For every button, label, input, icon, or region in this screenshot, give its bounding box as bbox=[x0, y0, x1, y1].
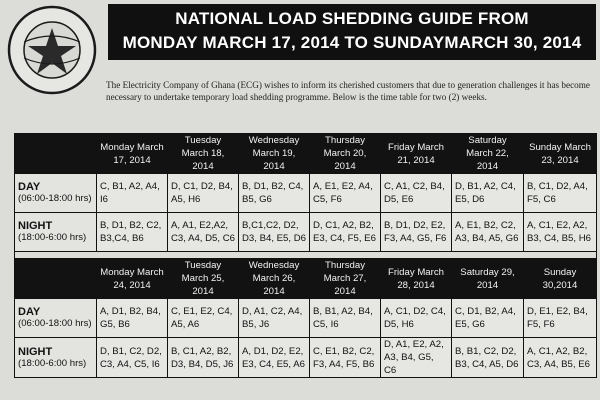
week2-night-row bbox=[15, 338, 597, 378]
schedule-cell: C, E1, B2, C2, F3, A4, F5, B6 bbox=[310, 338, 381, 378]
headline-line-1: NATIONAL LOAD SHEDDING GUIDE FROM bbox=[175, 9, 529, 28]
schedule-cell: B, D1, D2, E2, F3, A4, G5, F6 bbox=[381, 213, 452, 252]
schedule-cell: B, D1, B2, C2, B3,C4, B6 bbox=[97, 213, 168, 252]
day-label: DAY bbox=[18, 306, 41, 318]
week-separator bbox=[15, 252, 597, 259]
schedule-cell: D, C1, D2, B4, A5, H6 bbox=[168, 174, 239, 213]
week2-day-header: Friday March 28, 2014 bbox=[381, 259, 452, 299]
week2-day-header: Thursday March 27, 2014 bbox=[310, 259, 381, 299]
day-shift-label bbox=[15, 174, 97, 213]
schedule-cell: A, A1, E2,A2, C3, A4, D5, C6 bbox=[168, 213, 239, 252]
schedule-cell: D, B1, A2, C4, E5, D6 bbox=[452, 174, 524, 213]
schedule-cell: C, D1, B2, A4, E5, G6 bbox=[452, 299, 524, 338]
schedule-cell: A, C1, D2, C4, D5, H6 bbox=[381, 299, 452, 338]
schedule-cell: A, E1, B2, C2, A3, B4, A5, G6 bbox=[452, 213, 524, 252]
week1-day-header: Sunday March 23, 2014 bbox=[524, 134, 597, 174]
week2-day-header: Monday March 24, 2014 bbox=[97, 259, 168, 299]
week2-day-header: Saturday 29, 2014 bbox=[452, 259, 524, 299]
headline-banner bbox=[108, 4, 596, 60]
week2-day-row bbox=[15, 299, 597, 338]
schedule-cell: B, C1, A2, B2, D3, B4, D5, J6 bbox=[168, 338, 239, 378]
schedule-cell: B, B1, C2, D2, B3, C4, A5, D6 bbox=[452, 338, 524, 378]
week2-header-row bbox=[15, 259, 597, 299]
day-shift-label bbox=[15, 299, 97, 338]
schedule-cell: B, B1, A2, B4, C5, I6 bbox=[310, 299, 381, 338]
schedule-cell: D, A1, C2, A4, B5, J6 bbox=[239, 299, 310, 338]
schedule-cell: D, C1, A2, B2, E3, C4, F5, E6 bbox=[310, 213, 381, 252]
schedule-cell: A, E1, E2, A4, C5, F6 bbox=[310, 174, 381, 213]
schedule-cell: B, D1, B2, C4, B5, G6 bbox=[239, 174, 310, 213]
load-shedding-table bbox=[14, 133, 597, 378]
schedule-cell: D, B1, C2, D2, C3, A4, C5, I6 bbox=[97, 338, 168, 378]
week2-day-header: Wednesday March 26, 2014 bbox=[239, 259, 310, 299]
week1-day-header: Wednesday March 19, 2014 bbox=[239, 134, 310, 174]
night-shift-label bbox=[15, 213, 97, 252]
intro-paragraph: The Electricity Company of Ghana (ECG) wishes to inform its cherished customers that due to generation challenges it has become necessary to undertake temporary load shedding programme. Below is the time table for two (2) weeks. bbox=[106, 80, 590, 102]
week2-corner bbox=[15, 259, 97, 299]
week1-day-header: Monday March 17, 2014 bbox=[97, 134, 168, 174]
night-hours: (18:00-6:00 hrs) bbox=[18, 232, 87, 243]
week1-night-row bbox=[15, 213, 597, 252]
schedule-cell: D, E1, E2, B4, F5, F6 bbox=[524, 299, 597, 338]
schedule-cell: C, B1, A2, A4, I6 bbox=[97, 174, 168, 213]
schedule-cell: A, C1, E2, A2, B3, C4, B5, H6 bbox=[524, 213, 597, 252]
schedule-cell: C, A1, C2, B4, D5, E6 bbox=[381, 174, 452, 213]
night-label: NIGHT bbox=[18, 345, 53, 358]
week1-day-header: Saturday March 22, 2014 bbox=[452, 134, 524, 174]
schedule-cell: D, A1, E2, A2, A3, B4, G5, C6 bbox=[381, 338, 452, 378]
day-label: DAY bbox=[18, 181, 41, 193]
headline-line-2: MONDAY MARCH 17, 2014 TO SUNDAYMARCH 30, 2014 bbox=[122, 33, 582, 52]
ecg-logo bbox=[6, 2, 98, 98]
night-shift-label bbox=[15, 338, 97, 378]
week2-day-header: Sunday 30,2014 bbox=[524, 259, 597, 299]
week1-day-header: Thursday March 20, 2014 bbox=[310, 134, 381, 174]
week2-day-header: Tuesday March 25, 2014 bbox=[168, 259, 239, 299]
week1-day-header: Friday March 21, 2014 bbox=[381, 134, 452, 174]
day-hours: (06:00-18:00 hrs) bbox=[18, 193, 92, 204]
schedule-cell: A, D1, D2, E2, E3, C4, E5, A6 bbox=[239, 338, 310, 378]
schedule-cell: A, D1, B2, B4, G5, B6 bbox=[97, 299, 168, 338]
night-label: NIGHT bbox=[18, 220, 53, 232]
week1-day-header: Tuesday March 18, 2014 bbox=[168, 134, 239, 174]
schedule-cell: B,C1,C2, D2, D3, B4, E5, D6 bbox=[239, 213, 310, 252]
night-hours: (18:00-6:00 hrs) bbox=[18, 357, 87, 369]
schedule-cell: A, C1, A2, B2, C3, A4, B5, E6 bbox=[524, 338, 597, 378]
week1-header-row bbox=[15, 134, 597, 174]
schedule-cell: C, E1, E2, C4, A5, A6 bbox=[168, 299, 239, 338]
day-hours: (06:00-18:00 hrs) bbox=[18, 318, 92, 329]
schedule-cell: B, C1, D2, A4, F5, C6 bbox=[524, 174, 597, 213]
week1-corner bbox=[15, 134, 97, 174]
week1-day-row bbox=[15, 174, 597, 213]
